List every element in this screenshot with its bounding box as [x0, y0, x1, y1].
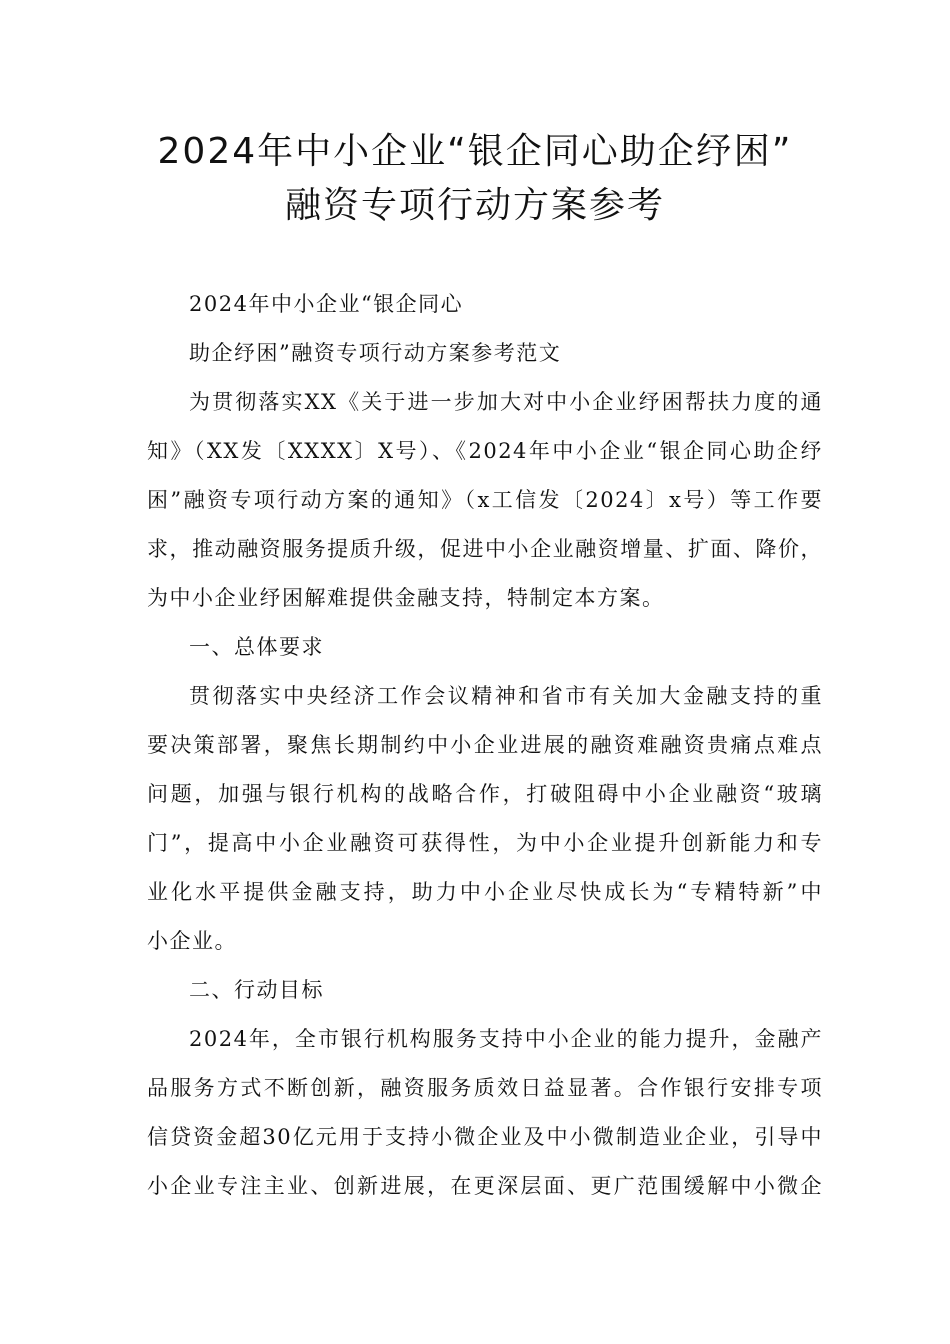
section-heading: 二、行动目标	[189, 978, 324, 1002]
body-line: 贯彻落实中央经济工作会议精神和省市有关加大金融支持的重	[189, 684, 823, 708]
body-line: 业化水平提供金融支持，助力中小企业尽快成长为“专精特新”中	[147, 880, 823, 904]
body-line: 小企业。	[147, 929, 237, 953]
body-line: 门”，提高中小企业融资可获得性，为中小企业提升创新能力和专	[147, 831, 823, 855]
body-line: 为中小企业纾困解难提供金融支持，特制定本方案。	[147, 586, 665, 610]
body-line: 求，推动融资服务提质升级，促进中小企业融资增量、扩面、降价，	[147, 537, 823, 561]
body-line: 2024年中小企业“银企同心	[189, 292, 464, 316]
body-line: 助企纾困”融资专项行动方案参考范文	[189, 341, 562, 365]
body-line: 困”融资专项行动方案的通知》（x工信发〔2024〕x号）等工作要	[147, 488, 823, 512]
body-line: 品服务方式不断创新，融资服务质效日益显著。合作银行安排专项	[147, 1076, 823, 1100]
document-body	[147, 280, 823, 1211]
body-line: 问题，加强与银行机构的战略合作，打破阻碍中小企业融资“玻璃	[147, 782, 823, 806]
document-title-line-2: 融资专项行动方案参考	[284, 185, 665, 226]
body-line: 信贷资金超30亿元用于支持小微企业及中小微制造业企业，引导中	[147, 1125, 823, 1149]
body-line: 要决策部署，聚焦长期制约中小企业进展的融资难融资贵痛点难点	[147, 733, 823, 757]
body-line: 小企业专注主业、创新进展，在更深层面、更广范围缓解中小微企	[147, 1174, 823, 1198]
document-title-line-1: 2024年中小企业“银企同心助企纾困”	[157, 131, 793, 172]
section-heading: 一、总体要求	[189, 635, 324, 659]
body-line: 2024年，全市银行机构服务支持中小企业的能力提升，金融产	[189, 1027, 823, 1051]
body-line: 为贯彻落实XX《关于进一步加大对中小企业纾困帮扶力度的通	[189, 390, 823, 414]
body-line: 知》（XX发〔XXXX〕X号）、《2024年中小企业“银企同心助企纾	[147, 439, 823, 463]
